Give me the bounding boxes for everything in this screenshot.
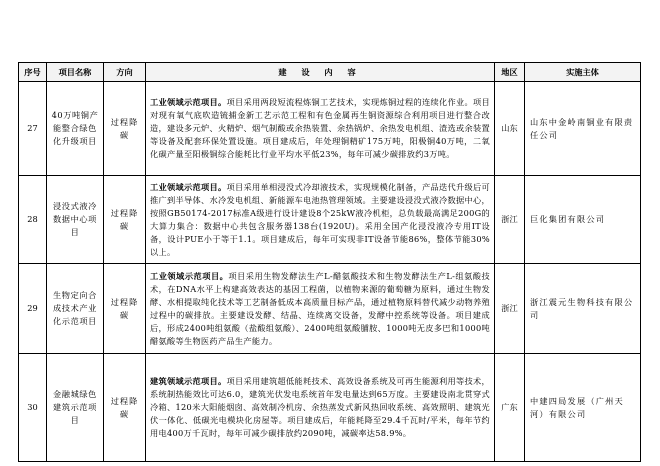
project-name: 金融城绿色建筑示范项目 [47, 354, 104, 462]
project-entity: 浙江震元生物科技有限公司 [525, 264, 641, 354]
project-name: 浸没式液冷数据中心项目 [47, 176, 104, 264]
content-body: 项目采用两段短流程炼铜工艺技术，实现炼铜过程的连续化作业。项目对现有氧气底吹造锍捕金新工艺示范工程和有色金属再生铜资源综合利用项目进行整合改造，建设多元炉、火精炉、烟气制酸或余热装置、余热锅炉、余热发电机组、渣选或余装置等设备及配套环保处置设施。项目建成后，年处理铜精矿175万吨，阳极铜40万吨，二氧化碳产量至阳极铜综合能耗比行业平均水平低23%，每年可减少碳排放约3万吨。 [150, 97, 490, 159]
project-direction: 过程降碳 [104, 82, 146, 176]
project-region: 广东 [495, 354, 525, 462]
header-content: 建 设 内 容 [146, 63, 495, 82]
project-content [146, 82, 495, 176]
header-direction: 方向 [104, 63, 146, 82]
content-body: 项目采用建筑超低能耗技术、高效设备系统及可再生能源利用等技术，系统制热能效比可达6.0，建筑光伏发电系统首年发电量达到65万度。主要建设南北贯穿式冷箱、120米大阳能烟囱、高效制冷机房、余热蒸发式新风热回收系统、高效照明、建筑光伏一体化、低碳光电模块化房屋等。项目建成后，年能耗降至29.4千瓦时/平米，每年节约用电400万千瓦时，每年可减少碳排放约2090吨，减碳率达58.9%。 [150, 376, 490, 438]
project-direction: 过程降碳 [104, 264, 146, 354]
table-row [19, 354, 641, 462]
project-entity: 巨化集团有限公司 [525, 176, 641, 264]
project-region: 浙江 [495, 176, 525, 264]
header-name: 项目名称 [47, 63, 104, 82]
project-region: 浙江 [495, 264, 525, 354]
table-row [19, 176, 641, 264]
project-direction: 过程降碳 [104, 354, 146, 462]
project-direction: 过程降碳 [104, 176, 146, 264]
header-region: 地区 [495, 63, 525, 82]
row-number: 27 [19, 82, 47, 176]
project-entity: 中建四局发展（广州天河）有限公司 [525, 354, 641, 462]
table-row [19, 264, 641, 354]
project-content [146, 354, 495, 462]
project-name: 生物定向合成技术产业化示范项目 [47, 264, 104, 354]
header-num: 序号 [19, 63, 47, 82]
row-number: 28 [19, 176, 47, 264]
projects-table [18, 62, 641, 462]
content-body: 项目采用生物发酵法生产L-醋氨酸技术和生物发酵法生产L-组氨酸技术，在DNA水平上构建高效表达的基因工程菌，以植物来源的葡萄糖为原料，通过生物发酵、水相提取纯化技术等工艺制备低成本高质量目标产品，通过植物原料替代减少动物养殖过程中的碳排放。主要建设发酵、结晶、连续离交设备，发酵中控系统等设备。项目建成后，形成2400吨组氨酸（盐酸组氨酸）、2400吨组氨酸脯胺、1000吨无皮多巴和1000吨醋氨酸等生物医药产品生产能力。 [150, 270, 491, 346]
header-entity: 实施主体 [525, 63, 641, 82]
project-entity: 山东中金岭南铜业有限责任公司 [525, 82, 641, 176]
table-row [19, 82, 641, 176]
content-lead: 工业领域示范项目。 [150, 270, 229, 281]
table-header-row [19, 63, 641, 82]
project-region: 山东 [495, 82, 525, 176]
project-content [146, 264, 495, 354]
project-content [146, 176, 495, 264]
content-lead: 工业领域示范项目。 [150, 181, 227, 192]
content-body: 项目采用单相浸没式冷却液技术，实现规模化制备，产品迭代升级后可推广到半导体、水冷发电机组、新能源车电池热管理领域。主要建设浸没式液冷数据中心，按照GB50174-2017标准A级进行设计建设8个25kW液冷机柜，总负载最高满足200G的大算力集合：数据中心共包含服务器138台(1920U)。采用全国产化浸没液冷专用IT设备，设计PUE小于等于1.1。项目建成后，每年可实现非IT设备节能86%，整体节能30%以上。 [150, 181, 490, 257]
content-lead: 建筑领域示范项目。 [150, 376, 227, 386]
row-number: 30 [19, 354, 47, 462]
project-name: 40万吨铜产能整合绿色化升级项目 [47, 82, 104, 176]
content-lead: 工业领域示范项目。 [150, 97, 227, 107]
row-number: 29 [19, 264, 47, 354]
